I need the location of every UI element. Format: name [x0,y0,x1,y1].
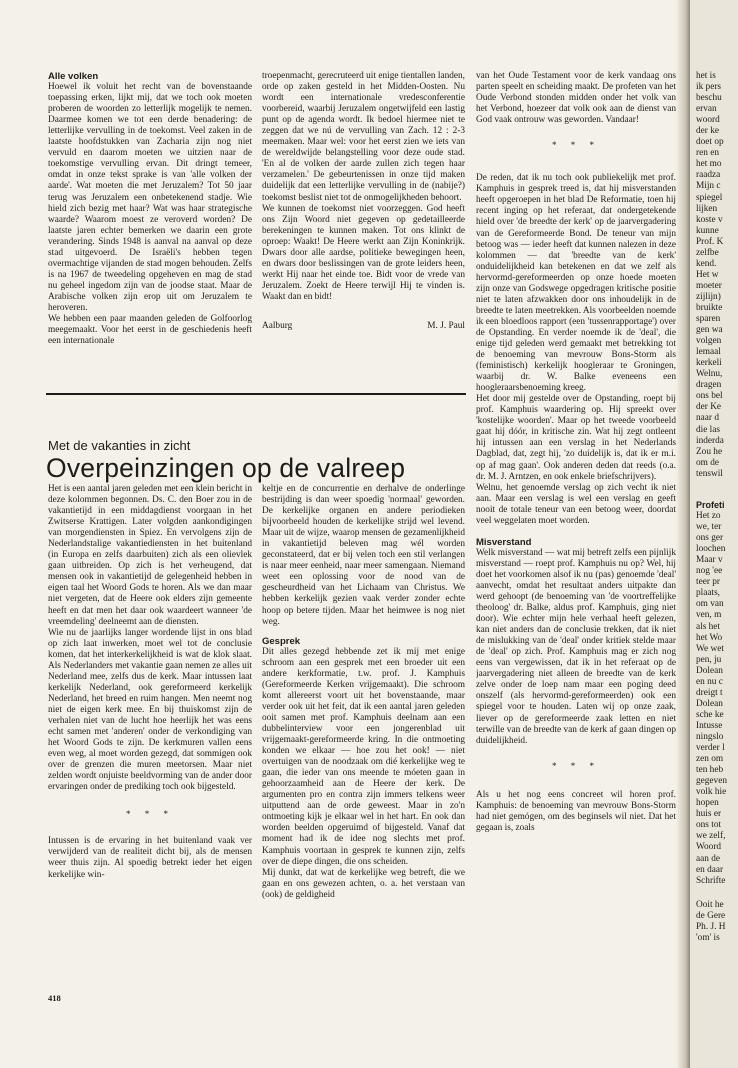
next-page-line: zijlijn) [696,291,721,302]
paragraph: Het is een aantal jaren geleden met een klein bericht in deze kolommen begonnen. Ds. C. den Boer zou in de vakantietijd in een middagdienst voorgaan in het Zwitserse Krattigen. Later volgden aankondigingen van morgendiensten in Spiez. En vervolgens zijn de Nederlandstalige vakantiediensten in het buitenland (in Europa en zelfs daarbuiten) zich als een olievlek gaan uitbreiden. Op zich is het verheugend, dat mensen ook in vakantietijd de gelegenheid hebben in eigen taal het Woord Gods te horen. Als we dan maar niet vergeten, dat de Heere ook elders zijn gemeente heeft en dat men het daar ook waardeert wanneer 'de vreemdeling' deelneemt aan de diensten. [48,484,252,627]
top-column-1 [48,71,252,386]
next-page-line: moeter [696,280,722,291]
next-page-line: we zelf, [696,831,726,842]
page-gutter [676,0,690,1068]
next-page-line: zen om [696,754,724,765]
paragraph: Mij dunkt, dat wat de kerkelijke weg betreft, die we gaan en ons gewezen achten, o. a. het verstaan van (ook) de geldigheid [262,867,465,900]
next-page-line: ons ger [696,533,724,544]
paragraph: Als u het nog eens concreet wil horen prof. Kamphuis: de benoeming van mevrouw Bons-Storm had niet gemógen, om des beginsels wil niet. Dat het gegaan is, zoals [476,789,676,833]
next-page-line: dreigt t [696,687,723,698]
next-page-line: ons bel [696,391,723,402]
section-heading: Alle volken [48,71,99,82]
next-page-edge [690,0,738,1068]
next-page-line: ons tot [696,820,722,831]
paragraph: Wie nu de jaarlijks langer wordende lijst in ons blad op zich laat inwerken, moet wel tot de conclusie komen, dat het interkerkelijkheid is wat de klok slaat. Als Nederlanders met vakantie gaan nemen ze alles uit Nederland mee, zelfs dus de kerk. Maar intussen laat kerkelijk Nederland, ook gereformeerd kerkelijk Nederland, het breed en ruim hangen. Men neemt nog niet de eigen kerk mee. En bij thuiskomst zijn de verhalen niet van de lucht hoe heerlijk het was eens echt samen met 'anderen' onder de verkondiging van het Woord Gods te zijn. De kerkmuren vallen eens even weg, al moet worden gezegd, dat sommigen ook over de grenzen die muren meetorsen. Maar niet zelden wordt onjuiste beeldvorming van de ander door ervaringen onder de prediking toch ook bijgesteld. [48,627,252,793]
next-page-line: Schrifte [696,875,726,886]
paragraph: keltje en de concurrentie en derhalve de onderlinge bestrijding is dan weer spoedig 'normaal' geworden. De kerkelijke organen en andere periodieken bijvoorbeeld houden de kerkelijke strijd wel levend. Maar uit de wijze, waarop mensen de gezamenlijkheid in vakantietijd beleven mag wél worden geconstateerd, dat er bij velen toch een stil verlangen is naar meer eenheid, naar meer samengaan. Niemand weet een oplossing voor de nood van de gescheurdheid van het Lichaam van Christus. We hebben kerkelijk gezien vaak verder zonder echte hoop op betere tijden. Maar het heimwee is nog niet weg. [262,484,465,627]
next-page-line: plaats, [696,588,721,599]
next-page-line: Zou he [696,446,723,457]
paragraph: Hoewel ik voluit het recht van de bovenstaande toepassing erken, lijkt mij, dat we toch ook moeten proberen de woorden zo letterlijk mogelijk te nemen. Daarmee komen we tot een derde benadering: de letterlijke vervulling in de toekomst. Veel zaken in de laatste hoofdstukken van Zacharia zijn nog niet vervuld en daarom moeten we uitzien naar de toekomstige vervulling ervan. Dit dringt temeer, omdat in onze tekst sprake is van 'alle volken der aarde'. Wat moeten die met Jeruzalem? Tot 50 jaar terug was Jeruzalem een onbetekenend stadje. Wie hield zich bezig met haar? Wat was haar strategische waarde? Waarom moest ze veroverd worden? De laatste jaren echter bemerken we daarin een grote verandering. Sinds 1948 is aanval na aanval op deze stad uitgevoerd. De Israëli's hebben tegen overmachtige vijanden de stad mogen behouden. Zelfs is na 1967 de tweedeling opgeheven en mag de stad nu geheel ingedom zijn van de joodse staat. Maar de Arabische volken zijn erop uit om Jeruzalem te heroveren. [48,82,252,313]
next-page-line: 'om' is [696,933,720,944]
next-page-line: Prof. K [696,236,724,247]
next-page-line: kend. [696,258,717,269]
next-page-line: het is [696,71,716,81]
paragraph: van het Oude Testament voor de kerk vandaag ons parten speelt en scheiding maakt. De profeten van het Oude Verbond stonden midden onder het volk van het Verbond, hoezeer dat volk ook aan de dienst van God vaak ontrouw was geworden. Vandaar! [476,71,676,126]
next-page-line: Welnu, [696,369,723,380]
next-page-line: het mo [696,159,722,170]
next-page-line: woord [696,115,720,126]
next-page-line: beschu [696,93,722,104]
next-page-column [696,500,738,887]
next-page-line: sparen [696,314,721,325]
subheading-misverstand: Misverstand [476,536,532,548]
next-page-line: lemaal [696,347,721,358]
next-page-line: we, ter [696,522,722,533]
next-page-line: sche ke [696,709,724,720]
next-page-column [696,71,738,480]
next-page-line: gegeven [696,776,727,787]
next-page-line: Mijn c [696,181,721,192]
page-number: 418 [48,993,61,1003]
next-page-line: spiegel [696,192,723,203]
next-page-line: raadza [696,170,721,181]
next-page-line: Het zo [696,511,721,522]
article-column-1 [48,484,252,984]
next-page-line: dragen [696,380,722,391]
next-page-line: gen wa [696,325,723,336]
next-page-line: en nu c [696,676,723,687]
paragraph: Welk misverstand — wat mij betreft zelfs een pijnlijk misverstand — roept prof. Kamphuis nu op? Wel, hij doet het voorkomen alsof ik nu (pas) genoemde 'deal' aanvecht, omdat het resultaat anders uitpakte dan werd gehoopt (de benoeming van 'de voortreffelijke theoloog' dr. Balke, aldus prof. Kamphuis, ging niet door). Wie echter mijn hele verhaal heeft gelezen, kan niet anders dan de conclusie trekken, dat ik niet de mislukking van de 'deal' onder kritiek stelde maar de 'deal' op zich. Prof. Kamphuis mag er zich nog eens van vergewissen, dat ik in het referaat op de jaarvergadering niet alleen de breedte van de kerk zelve onder de loep nam maar een poging deed onszelf (als hervormd-gereformeerden) ook een spiegel voor te houden. Laten wij op onze zaak, liever op de gereformeerde zaak letten en niet terwille van de breedte van de kerk af gaan dingen op duidelijkheid. [476,547,676,746]
next-page-line: verder l [696,743,725,754]
next-page-line: en daar [696,864,724,875]
next-page-line: Intusse [696,720,723,731]
next-page-line: ten heb [696,765,724,776]
signature-place: Aalburg [262,320,293,331]
next-page-line: koste v [696,214,723,225]
next-page-line: hopen [696,798,719,809]
next-page-line: huis er [696,809,722,820]
paragraph: Het door mij gestelde over de Opstanding, roept bij prof. Kamphuis waardering op. Hij spreekt over 'kostelijke woorden'. Maar op het tweede voorbeeld gaat hij dóór, in kritische zin. Wat hij zegt ontleent hij intussen aan een verslag in het Nederlands Dagblad, dat, zegt hij, 'zo duidelijk is, dat ik er m.i. op af mag gaan'. Ook anderen deden dat reeds (o.a. dr. M. J. Arntzen, en ook enkele briefschrijvers). [476,394,676,482]
paragraph: We hebben een paar maanden geleden de Golfoorlog meegemaakt. Voor het eerst in de geschiedenis heeft een internationale [48,314,252,347]
next-page-line: naar d [696,413,719,424]
next-page-line: bruikte [696,302,723,313]
next-page-line: aan de [696,853,721,864]
article-kicker: Met de vakanties in zicht [48,438,191,453]
next-page-line: nog 'ee [696,566,723,577]
paragraph: troepenmacht, gerecruteerd uit enige tientallen landen, orde op zaken gesteld in het Midden-Oosten. Nu wordt een internationale vredesconferentie voorbereid, waarbij Jeruzalem ongetwijfeld een lastig punt op de agenda wordt. Ik bedoel hiermee niet te zeggen dat we nú de vervulling van Zach. 12 : 2-3 meemaken. Maar wel: voor het eerst zien we iets van de wereldwijde belangstelling voor deze oude stad. 'En al de volken der aarde zullen zich tegen haar verzamelen.' De gebeurtenissen in onze tijd maken duidelijk dat een letterlijke vervulling in de (nabije?) toekomst beslist niet tot de onmogelijkheden behoort. [262,71,465,203]
next-page-line: tenswil [696,468,723,479]
paragraph: Dit alles gezegd hebbende zet ik mij met enige schroom aan een gesprek met een broeder uit een andere kerkformatie, t.w. prof. J. Kamphuis (Gereformeerde Kerken vrijgemaakt). Die schroom komt allereerst voort uit het bovenstaande, maar verder ook uit het feit, dat ik een aantal jaren geleden ooit samen met prof. Kamphuis deelnam aan een dubbelinterview voor een jongerenblad uit vrijgemaakt-gereformeerde kring. In die ontmoeting konden we elkaar — hoe zou het ook! — niet overtuigen van de noodzaak om dié kerkelijke weg te gaan, die ieder van ons meende te móeten gaan in gehoorzaamheid aan de Heere der kerk. De argumenten pro en contra zijn immers telkens weer uitputtend aan de orde geweest. Maar in zo'n ontmoeting kijk je elkaar wel in het hart. En ook dan worden beelden opgeruimd of bijgesteld. Vanaf dat moment had ik de idee nog slechts met prof. Kamphuis voortaan in gesprek te kunnen zijn, zelfs over de diepe dingen, die ons scheiden. [262,646,465,867]
next-page-line: volgen [696,336,722,347]
next-page-line: de Gere [696,911,726,922]
paragraph: De reden, dat ik nu toch ook publiekelijk met prof. Kamphuis in gesprek treed is, dat hij misverstanden heeft opgeroepen in het blad De Reformatie, toen hij recent inging op het referaat, dat ondergetekende hield over 'de breedte der kerk' op de jaarvergadering van de Gereformeerde Bond. De teneur van mijn betoog was — ieder heeft dat kunnen nalezen in deze kolommen — dat 'breedte van de kerk' onduidelijkheid kan betekenen en dat we zelf als hervormd-gereformeerden op onze hoede moeten zijn onze van Godswege opgedragen kritische positie niet te laten afzwakken door ons inhoudelijk in de breedte te laten meetrekken. Als voorbeelden noemde ik een bloedloos rapport (een 'tussenrapportage') over de Opstanding. En verder noemde ik de 'deal', die enige tijd geleden werd gemaakt met betrekking tot de benoeming van mevrouw Bons-Storm als (feministisch) kerkelijk hoogleraar te Groningen, waarbij dr. W. Balke eveneens een hoogleraarsbenoeming kreeg. [476,173,676,394]
top-column-2 [262,71,465,386]
next-page-line: ven, m [696,610,722,621]
next-page-line: doet op [696,137,724,148]
section-break-stars: * * * [126,809,174,820]
paragraph: Intussen is de ervaring in het buitenland vaak ver verwijderd van de realiteit dicht bij, als de mensen weer thuis zijn. Al spoedig betrekt ieder het eigen kerkelijke win- [48,836,252,880]
paragraph: Welnu, het genoemde verslag op zich vecht ik niet aan. Maar een verslag is wel een verslag en geeft nooit de totale teneur van een betoog weer, doordat veel weggelaten moet worden. [476,482,676,526]
next-page-line: zelfbe [696,247,719,258]
next-page-line: volk hie [696,787,727,798]
signature-author: M. J. Paul [427,320,465,331]
next-page-line: Woord [696,842,722,853]
next-page-line: kerkeli [696,358,722,369]
next-page-line: ningslo [696,731,724,742]
next-page-line: der ke [696,126,719,137]
next-page-line: Dolean [696,665,723,676]
next-page-line: Maar v [696,555,723,566]
next-page-line: Het w [696,269,719,280]
next-page-column [696,900,738,944]
next-page-line: teer pr [696,577,721,588]
next-page-line: loochen [696,544,726,555]
section-break-stars: * * * [552,140,600,151]
signature-line [262,321,465,332]
subheading-gesprek: Gesprek [262,635,301,647]
next-page-line: Ph. J. H [696,922,726,933]
next-page-line: We wet [696,643,724,654]
next-page-line: inderda [696,435,724,446]
section-divider [46,393,466,395]
next-page-line: ervan [696,104,717,115]
article-headline: Overpeinzingen op de valreep [46,453,406,483]
next-page-subheading: Profeti [696,500,725,510]
next-page-line: ik pers [696,82,722,93]
article-column-2 [262,484,465,984]
next-page-line: lijken [696,203,718,214]
next-page-line: Ooit he [696,900,724,910]
next-page-line: Dolean [696,698,723,709]
next-page-line: der Ke [696,402,722,413]
next-page-line: om van [696,599,724,610]
paragraph: We kunnen de toekomst niet voorzeggen. God heeft ons Zijn Woord niet gegeven op gedetailleerde berekeningen te kunnen maken. Tot ons klinkt de oproep: Waakt! De Heere werkt aan Zijn Koninkrijk. Dwars door alle aardse, politieke bewegingen heen, en dwars door beslissingen van de grote leiders heen, werkt Hij naar het einde toe. Bidt voor de vrede van Jeruzalem. Zoekt de Heere terwijl Hij te vinden is. Waakt dan en bidt! [262,203,465,302]
section-break-stars: * * * [552,760,600,771]
next-page-line: om de [696,457,719,468]
article-column-3 [476,71,676,983]
next-page-line: ren en [696,148,719,159]
next-page-line: het Wo [696,632,723,643]
next-page-line: pen, ju [696,654,722,665]
next-page-line: als het [696,621,721,632]
next-page-line: die las [696,424,721,435]
next-page-line: kunne [696,225,719,236]
